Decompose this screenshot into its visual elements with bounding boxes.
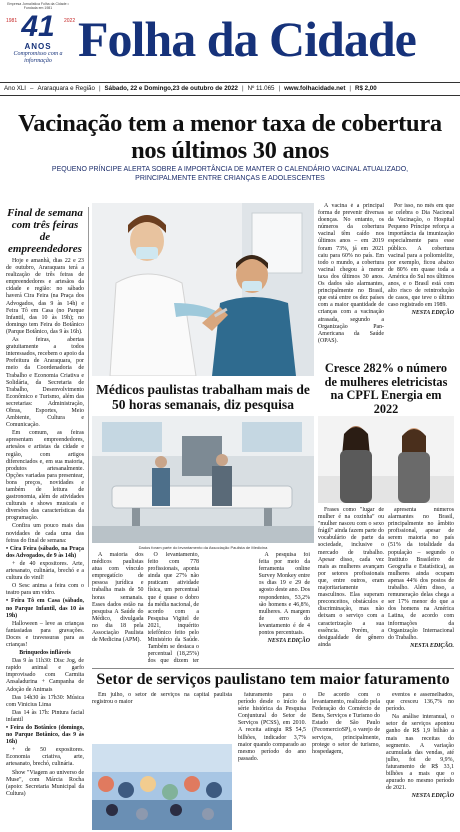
paragraph: O Sesc anima a feira com o teatro para um vidro. [6, 583, 84, 597]
paragraph: Hoje e amanhã, dias 22 e 23 de outubro, Araraquara terá a realização de três feiras de empreendedores e artesãos da cidade e região: no sábado haverá Cira Feira (na Praça dos Advogados, das 9 às 14h) e Feira Tô em Casa (no Parque Infantil, das 10 às 19h); no domingo tem Feira do Botânico (Parque Botânico, das 9 às 16h). [6, 258, 84, 335]
edition-year: Ano XLI [4, 85, 27, 92]
lead-headline[interactable]: Vacinação tem a menor taxa de cobertura nos últimos 30 anos [18, 110, 442, 164]
left-column-article [6, 207, 84, 829]
cresce-article-body [318, 507, 454, 665]
paragraph: A vacina é a principal forma de prevenir diversas doenças. No entanto, os números da cobertura vacinal têm caído nos últimos anos – em 2019 foram 73%, já em 2021 caiu para 60% no país. Em todo o mundo, a cobertura vacinal chegou à menor taxa dos últimos 30 anos. Os dados são alarmantes, principalmente no Brasil, que está entre os dez países com a maior quantidade de crianças com a vacinação atrasada, segundo a Organização Pan-Americana da Saúde (OPAS). [318, 203, 384, 344]
nesta-edicao-tag[interactable]: NESTA EDIÇÃO [411, 793, 454, 800]
setor-headline[interactable]: Setor de serviços paulistano tem maior faturamento [96, 671, 450, 688]
setor-text-col-4 [386, 692, 454, 830]
paragraph: A maioria dos médicos paulistas atua com vínculo empregatício de pessoa jurídica e trabalha mais de 50 horas semanais. Esses dados estão na pesquisa A Saúde do Médico, divulgada no dia 18 pela Associação Paulista de Medicina (APM). [92, 552, 144, 644]
crowd-illustration [92, 744, 232, 830]
edition-city: Araraquara e Região [37, 85, 95, 92]
paragraph: Halloween – leve as crianças fantasiadas para gravações. Doces e travessuras para as crianças! [6, 620, 84, 648]
paragraph: Das 9 às 11h30: Disc Jog, de rapido animal e garfo improvisado com Carmita Ansaladurina + Campanha de Adoção de Animais [6, 658, 84, 693]
lead-article-body [318, 203, 454, 356]
website-link[interactable]: www.folhacidade.net [284, 85, 346, 92]
newspaper-logo: Folha da Cidade [78, 11, 416, 67]
medicos-photo-caption: Dados foram parte do levantamento da Associação Paulista de Medicina [138, 545, 268, 550]
cresce-headline[interactable]: Cresce 282% o número de mulheres eletricistas na CPFL Energia em 2022 [324, 361, 448, 416]
nesta-edicao-tag[interactable]: NESTA EDIÇÃO [411, 310, 454, 317]
badge-slogan: Compromisso com a informação [13, 51, 63, 64]
lead-subheadline: PEQUENO PRÍNCIPE ALERTA SOBRE A IMPORTÂNCIA DE MANTER O CALENDÁRIO VACINAL ATUALIZADO, PRINCIPALMENTE ENTRE CRIANÇAS E ADOLESCENTES [51, 166, 409, 182]
badge-top-text: Empresa Jornalística Folha da Cidade • Fundada em 1981 [7, 2, 69, 10]
cresce-text-col-2 [388, 507, 454, 665]
medicos-text-col-2 [148, 552, 200, 664]
medicos-photo [92, 416, 314, 543]
badge-year-left: 1981 [6, 18, 18, 24]
bullet-heading: Brinquedos infláveis [19, 650, 71, 657]
paragraph: Em julho, o setor de serviços na capital paulista registrou o maior [92, 692, 232, 706]
setor-text-col-3 [312, 692, 380, 830]
paragraph: + de 50 expositores. Economia criativa, arte, artesanato, brechó, culinária. [6, 747, 84, 768]
paragraph: Das 14 às 17h: Pintura facial infantil [6, 709, 84, 723]
edition-date: Sábado, 22 e Domingo,23 de outubro de 2022 [104, 85, 238, 92]
electricians-illustration [318, 416, 454, 503]
badge-anos: ANOS [24, 42, 52, 51]
paragraph: Confira um pouco mais das novidades de cada uma das feiras do final de semana: [6, 523, 84, 544]
cresce-text-col-1 [318, 507, 384, 665]
setor-article [92, 692, 454, 830]
electricians-photo [318, 416, 454, 503]
medicos-article-body [92, 552, 314, 664]
paragraph: Por isso, no mês em que se celebra o Dia Nacional da Vacinação, o Hospital Pequeno Príncipe reforça a importância da imunização especialmente para esse público. A cobertura vacinal para a poliomielite, por exemplo, ficou abaixo de 80% em quase toda a América do Sul nos últimos anos, e o Brasil está com alto risco de reintrodução de casos, que teve o último caso registrado em 1989. [388, 203, 454, 309]
nesta-edicao-tag[interactable]: NESTA EDIÇÃO. [410, 642, 454, 649]
badge-year-right: 2022 [64, 18, 76, 24]
paragraph: De acordo com o levantamento, realizado pela Federação do Comércio de Bens, Serviços e Turismo do Estado de São Paulo (FecomercioSP), o varejo de serviços, principalmente, protege o setor de turismo, hospedagem, [312, 692, 380, 755]
bullet-heading: • Feira do Botânico (domingo, no Parque Botânico, das 9 às 16h) [6, 725, 84, 746]
hospital-room-illustration [92, 416, 314, 543]
badge-number: 41 [21, 10, 55, 43]
paragraph: O levantamento, feito com 778 profissionais, aponta ainda que 27% não praticam atividade física, um percentual que é quase o dobro da média nacional, de acordo com a Pesquisa Vigitel de 2021, inquérito telefônico feito pelo Ministério da Saúde. Também se destaca o percentual (18,25%) dos que dizem ter [147, 552, 199, 664]
medicos-text-col-4 [259, 552, 311, 664]
paragraph: A pesquisa foi feita por meio da ferramenta online Survey Monkey entre os dias 19 e 29 de agosto deste ano. Dos respondentes, 53,2% são homens e 46,8%, mulheres. A margem de erro do levantamento é de 4 pontos percentuais. [258, 552, 310, 637]
bullet-heading: • Feira Tô em Casa (sábado, no Parque Infantil, das 10 às 19h) [6, 598, 84, 619]
setor-text-col-1 [92, 692, 232, 742]
lead-text-col-2 [388, 203, 454, 356]
paragraph: Das 14h30 às 17h30: Música com Vinicius Lima [6, 694, 84, 708]
left-column-title[interactable]: Final de semana com três feiras de empreendedores [7, 207, 83, 255]
paragraph: faturamento para o período desde o início da série histórica da Pesquisa Conjuntural do Setor de Serviços (PCSS), em 2010. A receita atingiu R$ 54,5 bilhões, indicador 3,7% maior quando comparado ao mesmo período do ano passado. [238, 692, 306, 762]
medicos-text-col-3 [203, 552, 255, 664]
vaccination-illustration [92, 203, 314, 376]
section-divider [92, 668, 454, 669]
crowd-photo [92, 744, 232, 830]
info-bar: Ano XLI – Araraquara e Região | Sábado, 22 e Domingo,23 de outubro de 2022 | Nº 11.065 | www.folhacidade.net | R$ 2,00 [0, 82, 460, 96]
medicos-text-col-1 [92, 552, 144, 664]
setor-text-col-2 [238, 692, 306, 830]
edition-price: R$ 2,00 [355, 85, 377, 92]
paragraph: Frases como "lugar de mulher é na cozinha" ou "mulher nasceu com o sexo frágil" ainda fazem parte do vocabulário de parte da sociedade, inclusive o mercado de trabalho. Apesar disso, cada vez mais as mulheres avançam por setores profissionais que, entre outros, eram majoritariamente masculinos. Elas superam preconceitos, obstáculos e discriminação, mas não deixam o serviço com a caracterização a sua essência. Porém, a desigualdade de gênero ainda [318, 507, 384, 648]
vaccination-photo [92, 203, 314, 376]
anniversary-badge [4, 2, 76, 82]
nesta-edicao-tag[interactable]: NESTA EDIÇÃO [267, 638, 310, 645]
paragraph: Na análise interanual, o setor de serviços apontou ganho de R$ 1,9 bilhão a mais nas receitas do segmento. A variação acumulada das vendas, até julho, foi de 9,9%, faturamento de R$ 33,1 bilhões a mais que o apurado no mesmo período de 2021. [386, 714, 454, 792]
bullet-heading: • Cira Feira (sábado, na Praça dos Advogados, de 9 às 14h) [6, 545, 84, 559]
medicos-headline[interactable]: Médicos paulistas trabalham mais de 50 horas semanais, diz pesquisa [96, 382, 310, 412]
paragraph: eventos e assemelhados, que cresceu 136,7% no período. [386, 692, 454, 713]
paragraph: + de 40 expositores. Arte, artesanato, culinária, brechó e a cultura do vinil! [6, 560, 84, 582]
paragraph: Em comum, as feiras apresentam empreendedores, artesãos e artistas da cidade e região, com artigos diferenciados e, em sua maioria, produtos artesanalmente. Opções variadas para presentear, bons preços, novidades e também de leitura de gastronomia, além de atividades culturais e shows musicais e diversões das características da programação. [6, 430, 84, 522]
paragraph: Show "Viagem ao universo de Muse", com Márcia Rocha (apoio: Secretaria Municipal da Cultura) [6, 769, 84, 797]
column-divider [88, 207, 89, 587]
paragraph: As feiras, abertas gratuitamente a todos interessados, recebem o apoio da Prefeitura de Araraquara, por meio da Coordenadoria de Trabalho e Economia Criativa e Solidária, da Secretaria de Trabalho, Desenvolvimento Econômico e Turismo, além das secretarias: Administração, Obras, Esportes, Meio Ambiente, Cultura e Comunicação. [6, 337, 84, 429]
masthead [0, 0, 460, 88]
paragraph: apresenta números alarmantes no Brasil, principalmente no âmbito profissional, apesar de serem maioria no país (51% da totalidade da população – segundo o Instituto Brasileiro de Geografia e Estatística), as mulheres ainda ocupam apenas 44% dos postos de trabalho. Além disso, a remuneração delas chega a ser 17% menor do que a dos homens na América Latina, de acordo com informações da Organização Internacional do Trabalho. [388, 507, 454, 641]
edition-number: Nº 11.065 [247, 85, 275, 92]
lead-text-col-1 [318, 203, 384, 356]
